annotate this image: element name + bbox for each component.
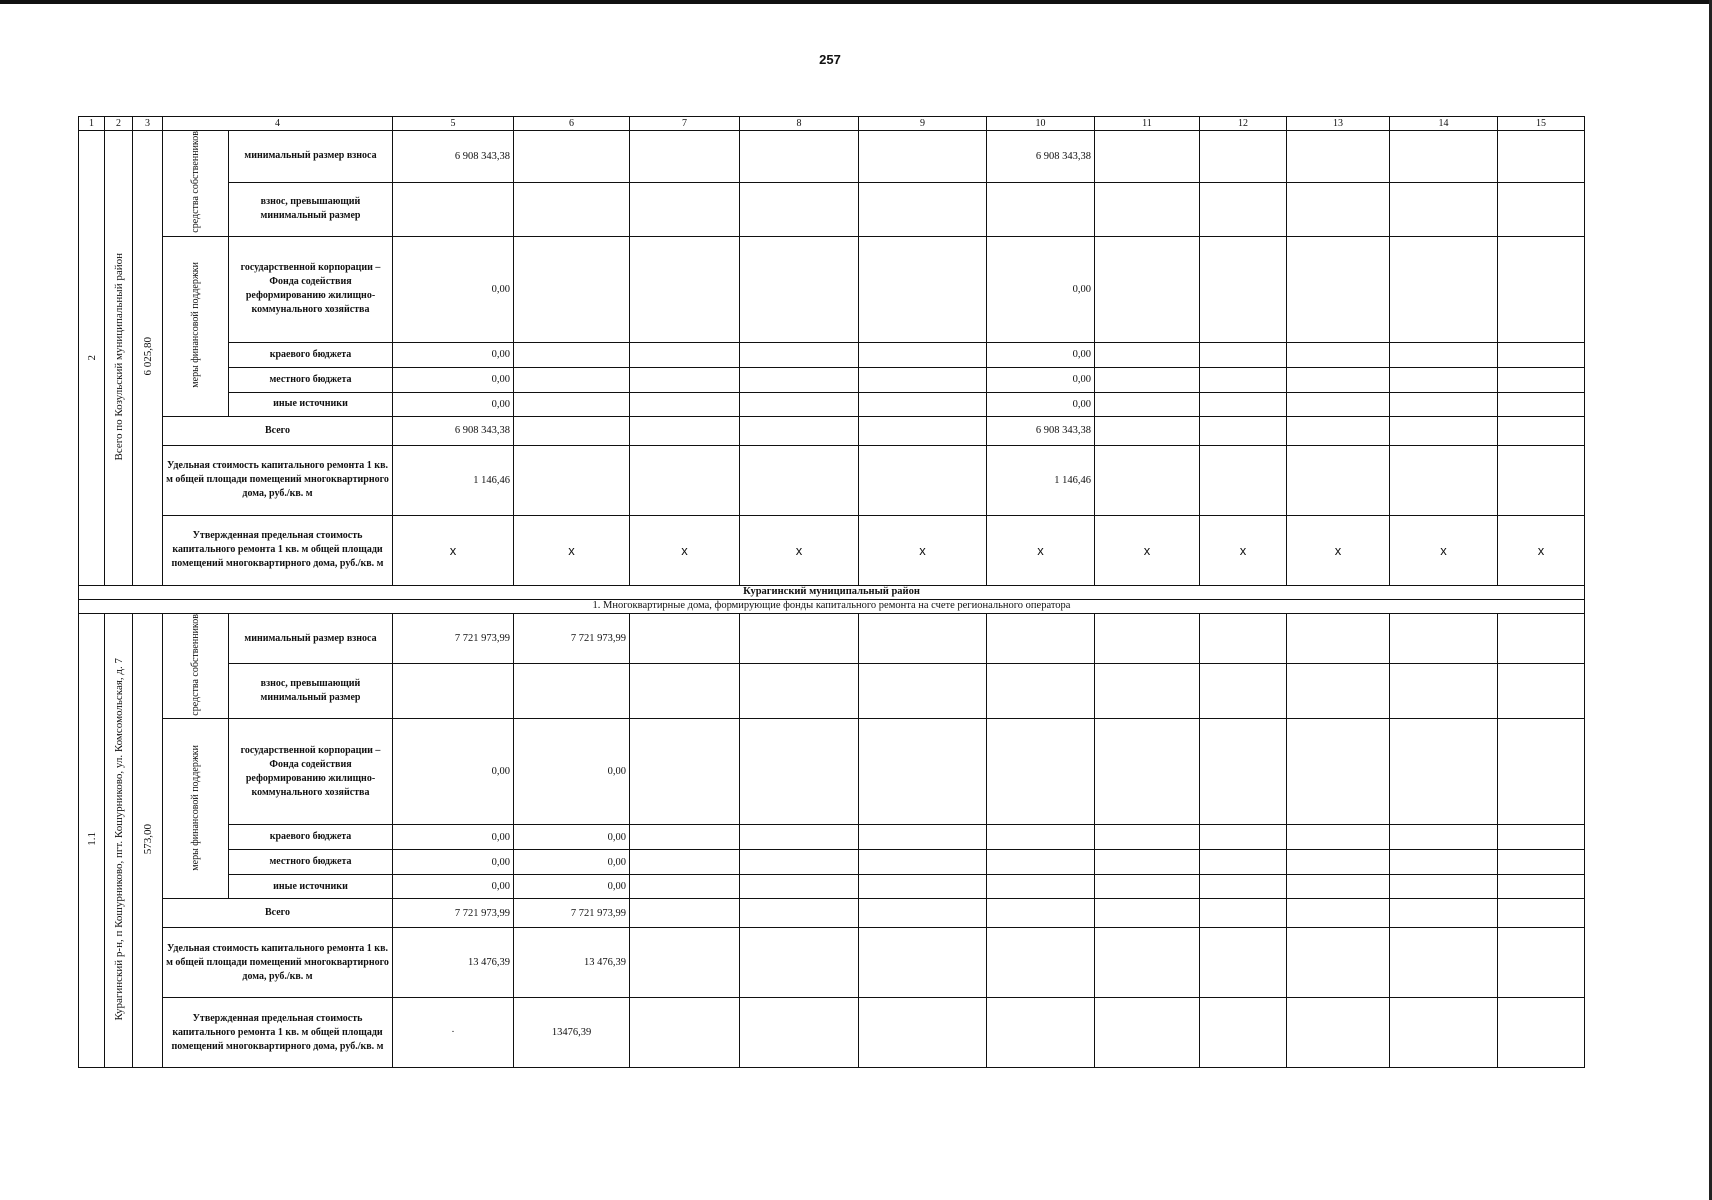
value-cell: 7 721 973,99 [393, 899, 514, 928]
value-cell: 0,00 [393, 367, 514, 392]
row-label: Всего [163, 899, 393, 928]
table-row [79, 875, 1585, 899]
table-row [79, 342, 1585, 367]
x-mark: х [987, 515, 1095, 585]
x-mark: х [1498, 515, 1585, 585]
row-label: иные источники [229, 392, 393, 416]
owners-funds-group: средства собственников [163, 131, 229, 237]
capital-repair-table [78, 116, 1585, 1068]
table-row [79, 825, 1585, 850]
row-label: краевого бюджета [229, 342, 393, 367]
x-mark: х [1390, 515, 1498, 585]
value-cell: 13476,39 [514, 998, 630, 1068]
table-row [79, 367, 1585, 392]
row-label: минимальный размер взноса [229, 131, 393, 183]
value-cell: 0,00 [393, 392, 514, 416]
row-label: краевого бюджета [229, 825, 393, 850]
value-cell: 6 908 343,38 [987, 131, 1095, 183]
row-label: местного бюджета [229, 850, 393, 875]
table-row [79, 445, 1585, 515]
row-label: Удельная стоимость капитального ремонта 1 кв. м общей площади помещений многоквартирного дома, руб./кв. м [163, 928, 393, 998]
support-measures-group: меры финансовой поддержки [163, 236, 229, 416]
table-row [79, 515, 1585, 585]
row-label: минимальный размер взноса [229, 613, 393, 664]
row-label: местного бюджета [229, 367, 393, 392]
value-cell: 6 908 343,38 [987, 416, 1095, 445]
value-cell: 0,00 [987, 392, 1095, 416]
x-mark: х [393, 515, 514, 585]
value-cell: 0,00 [987, 342, 1095, 367]
support-measures-group: меры финансовой поддержки [163, 719, 229, 899]
subsection-band [79, 599, 1585, 613]
col-header: 13 [1287, 117, 1390, 131]
x-mark: х [859, 515, 987, 585]
value-cell: 0,00 [393, 825, 514, 850]
value-cell: 1 146,46 [987, 445, 1095, 515]
table-row [79, 664, 1585, 719]
table-row [79, 392, 1585, 416]
col-header: 11 [1095, 117, 1200, 131]
value-cell: 7 721 973,99 [393, 613, 514, 664]
col-header: 1 [79, 117, 105, 131]
subsection-title: 1. Многоквартирные дома, формирующие фонды капитального ремонта на счете регионального оператора [79, 599, 1585, 613]
value-cell: 1 146,46 [393, 445, 514, 515]
row-number: 2 [79, 131, 105, 586]
table-row [79, 899, 1585, 928]
col-header: 15 [1498, 117, 1585, 131]
x-mark: х [1200, 515, 1287, 585]
table-row [79, 131, 1585, 183]
col-header: 12 [1200, 117, 1287, 131]
value-cell: 0,00 [514, 850, 630, 875]
x-mark: х [740, 515, 859, 585]
row-number: 1.1 [79, 613, 105, 1068]
row-label: Удельная стоимость капитального ремонта 1 кв. м общей площади помещений многоквартирного дома, руб./кв. м [163, 445, 393, 515]
value-cell: 0,00 [987, 367, 1095, 392]
owners-funds-group: средства собственников [163, 613, 229, 719]
row-label: государственной корпорации – Фонда содействия реформированию жилищно-коммунального хозяйства [229, 719, 393, 825]
col-header: 7 [630, 117, 740, 131]
col-header: 6 [514, 117, 630, 131]
col-header: 4 [163, 117, 393, 131]
value-cell: 6 908 343,38 [393, 131, 514, 183]
value-cell: 0,00 [393, 719, 514, 825]
district-band [79, 585, 1585, 599]
table-row [79, 719, 1585, 825]
row-label: Утвержденная предельная стоимость капитального ремонта 1 кв. м общей площади помещений многоквартирного дома, руб./кв. м [163, 515, 393, 585]
value-cell: 6 908 343,38 [393, 416, 514, 445]
x-mark: х [1287, 515, 1390, 585]
address-cell: Всего по Козульский муниципальный район [105, 131, 133, 586]
value-cell: 0,00 [393, 236, 514, 342]
value-cell: 7 721 973,99 [514, 899, 630, 928]
col-header: 14 [1390, 117, 1498, 131]
value-cell: 0,00 [393, 875, 514, 899]
col-header: 10 [987, 117, 1095, 131]
value-cell: 0,00 [514, 719, 630, 825]
row-label: взнос, превышающий минимальный размер [229, 182, 393, 236]
area-cell: 6 025,80 [133, 131, 163, 586]
col-header: 2 [105, 117, 133, 131]
value-cell: 7 721 973,99 [514, 613, 630, 664]
value-cell: 0,00 [393, 342, 514, 367]
column-number-row [79, 117, 1585, 131]
table-row [79, 416, 1585, 445]
col-header: 3 [133, 117, 163, 131]
value-cell: 0,00 [393, 850, 514, 875]
page-number: 257 [819, 52, 841, 67]
value-cell: 13 476,39 [393, 928, 514, 998]
x-mark: х [630, 515, 740, 585]
row-label: Всего [163, 416, 393, 445]
x-mark: х [1095, 515, 1200, 585]
col-header: 9 [859, 117, 987, 131]
table-row [79, 182, 1585, 236]
district-title: Курагинский муниципальный район [79, 585, 1585, 599]
table-row [79, 613, 1585, 664]
x-mark: х [514, 515, 630, 585]
value-cell: · [393, 998, 514, 1068]
col-header: 8 [740, 117, 859, 131]
table-row [79, 998, 1585, 1068]
address-cell: Курагинский р-н, п Кошурниково, пгт. Кошурниково, ул. Комсомольская, д. 7 [105, 613, 133, 1068]
table-row [79, 928, 1585, 998]
value-cell: 0,00 [514, 875, 630, 899]
col-header: 5 [393, 117, 514, 131]
area-cell: 573,00 [133, 613, 163, 1068]
scan-edge-top [0, 0, 1712, 4]
row-label: иные источники [229, 875, 393, 899]
table-row [79, 236, 1585, 342]
row-label: Утвержденная предельная стоимость капитального ремонта 1 кв. м общей площади помещений многоквартирного дома, руб./кв. м [163, 998, 393, 1068]
row-label: взнос, превышающий минимальный размер [229, 664, 393, 719]
value-cell: 0,00 [514, 825, 630, 850]
row-label: государственной корпорации – Фонда содействия реформированию жилищно-коммунального хозяйства [229, 236, 393, 342]
table-row [79, 850, 1585, 875]
value-cell: 13 476,39 [514, 928, 630, 998]
value-cell: 0,00 [987, 236, 1095, 342]
